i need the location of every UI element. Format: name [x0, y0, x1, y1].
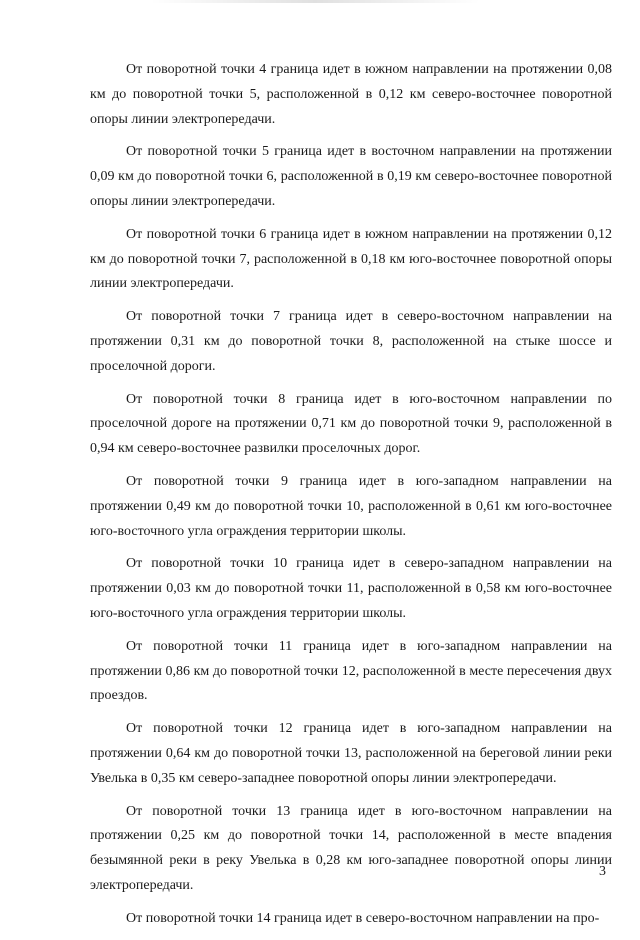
page-number: 3 — [599, 864, 606, 879]
document-body — [90, 58, 612, 940]
paragraph-point-5: От поворотной точки 5 граница идет в восточном направлении на протяжении 0,09 км до поворотной точки 6, расположенной в 0,19 км северо-восточнее поворотной опоры линии электропередачи. — [90, 144, 612, 209]
paragraph-point-14: От поворотной точки 14 граница идет в северо-восточном направлении на про- — [126, 910, 600, 926]
paragraph-point-9: От поворотной точки 9 граница идет в юго-западном направлении на протяжении 0,49 км до поворотной точки 10, расположенной в 0,61 км юго-восточнее юго-восточного угла ограждения территории школы. — [90, 473, 612, 539]
scan-artifact — [150, 0, 480, 3]
paragraph-point-10: От поворотной точки 10 граница идет в северо-западном направлении на протяжении 0,03 км до поворотной точки 11, расположенной в 0,58 км юго-восточнее юго-восточного угла ограждения территории школы. — [90, 556, 612, 621]
paragraph-point-8: От поворотной точки 8 граница идет в юго-восточном направлении по проселочной дороге на протяжении 0,71 км до поворотной точки 9, расположенной в 0,94 км северо-восточнее развилки проселочных дорог. — [90, 391, 612, 457]
paragraph-point-12: От поворотной точки 12 граница идет в юго-западном направлении на протяжении 0,64 км до поворотной точки 13, расположенной на береговой линии реки Увелька в 0,35 км северо-западнее поворотной опоры линии электропередачи. — [90, 721, 612, 786]
paragraph-point-4: От поворотной точки 4 граница идет в южном направлении на протяжении 0,08 км до поворотной точки 5, расположенной в 0,12 км северо-восточнее поворотной опоры линии электропередачи. — [90, 62, 612, 127]
paragraph-point-13: От поворотной точки 13 граница идет в юго-восточном направлении на протяжении 0,25 км до поворотной точки 14, расположенной в месте впадения безымянной реки в реку Увелька в 0,28 км юго-западнее поворотной опоры линии электропередачи. — [90, 803, 612, 893]
paragraph-point-6: От поворотной точки 6 граница идет в южном направлении на протяжении 0,12 км до поворотной точки 7, расположенной в 0,18 км юго-восточнее поворотной опоры линии электропередачи. — [90, 226, 612, 292]
paragraph-point-7: От поворотной точки 7 граница идет в северо-восточном направлении на протяжении 0,31 км до поворотной точки 8, расположенной на стыке шоссе и проселочной дороги. — [90, 309, 612, 374]
paragraph-point-11: От поворотной точки 11 граница идет в юго-западном направлении на протяжении 0,86 км до поворотной точки 12, расположенной в месте пересечения двух проездов. — [90, 638, 612, 704]
